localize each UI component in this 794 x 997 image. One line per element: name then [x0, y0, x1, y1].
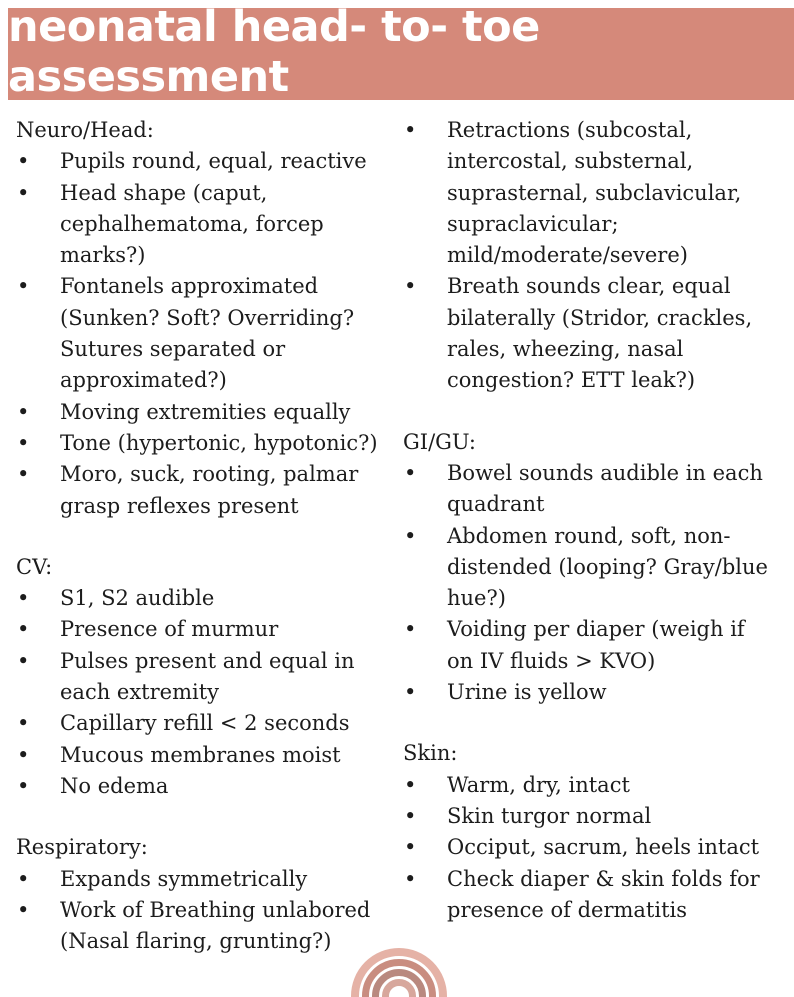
- bullet-list: [16, 864, 401, 958]
- list-item: • Tone (hypertonic, hypotonic?): [16, 428, 401, 459]
- list-item: • Warm, dry, intact: [403, 770, 788, 801]
- list-item: • Retractions (subcostal, intercostal, substernal, suprasternal, subclavicular, supraclavicular; mild/moderate/severe): [403, 115, 788, 271]
- section-heading: Respiratory:: [16, 835, 148, 860]
- list-item: • Pulses present and equal in each extremity: [16, 646, 401, 709]
- section-skin: [403, 738, 788, 926]
- section-respiratory: [16, 832, 401, 957]
- page-title: neonatal head- to- toe assessment: [8, 2, 540, 102]
- list-item: • Skin turgor normal: [403, 801, 788, 832]
- rainbow-icon: [351, 948, 447, 997]
- list-item: • Capillary refill < 2 seconds: [16, 708, 401, 739]
- list-item: • Presence of murmur: [16, 614, 401, 645]
- list-item: • S1, S2 audible: [16, 583, 401, 614]
- section-heading: Neuro/Head:: [16, 118, 154, 142]
- list-item: • Expands symmetrically: [16, 864, 401, 895]
- section-cv: [16, 552, 401, 802]
- section-respiratory-continued: [403, 115, 788, 397]
- list-item: • Pupils round, equal, reactive: [16, 146, 401, 177]
- section-heading: Skin:: [403, 741, 458, 766]
- list-item: • No edema: [16, 771, 401, 802]
- section-gi-gu: [403, 427, 788, 709]
- list-item: • Abdomen round, soft, non-distended (looping? Gray/blue hue?): [403, 521, 788, 615]
- list-item: • Check diaper & skin folds for presence of dermatitis: [403, 864, 788, 927]
- list-item: • Moving extremities equally: [16, 397, 401, 428]
- list-item: • Fontanels approximated (Sunken? Soft? Overriding? Sutures separated or approximated?): [16, 271, 401, 396]
- list-item: • Occiput, sacrum, heels intact: [403, 832, 788, 863]
- title-banner: [8, 2, 794, 102]
- bullet-list: [403, 770, 788, 926]
- section-neuro-head: [16, 115, 401, 522]
- right-column: [403, 115, 788, 956]
- list-item: • Bowel sounds audible in each quadrant: [403, 458, 788, 521]
- bullet-list: [16, 146, 401, 522]
- list-item: • Mucous membranes moist: [16, 740, 401, 771]
- section-heading: GI/GU:: [403, 429, 476, 454]
- list-item: • Moro, suck, rooting, palmar grasp reflexes present: [16, 459, 401, 522]
- bullet-list: [403, 458, 788, 708]
- bullet-list: [403, 115, 788, 397]
- list-item: • Voiding per diaper (weigh if on IV fluids > KVO): [403, 614, 788, 677]
- section-heading: CV:: [16, 554, 53, 579]
- list-item: • Work of Breathing unlabored (Nasal flaring, grunting?): [16, 895, 401, 958]
- list-item: • Head shape (caput, cephalhematoma, forcep marks?): [16, 178, 401, 272]
- list-item: • Breath sounds clear, equal bilaterally (Stridor, crackles, rales, wheezing, nasal congestion? ETT leak?): [403, 271, 788, 396]
- list-item: • Urine is yellow: [403, 677, 788, 708]
- bullet-list: [16, 583, 401, 802]
- left-column: [16, 115, 401, 987]
